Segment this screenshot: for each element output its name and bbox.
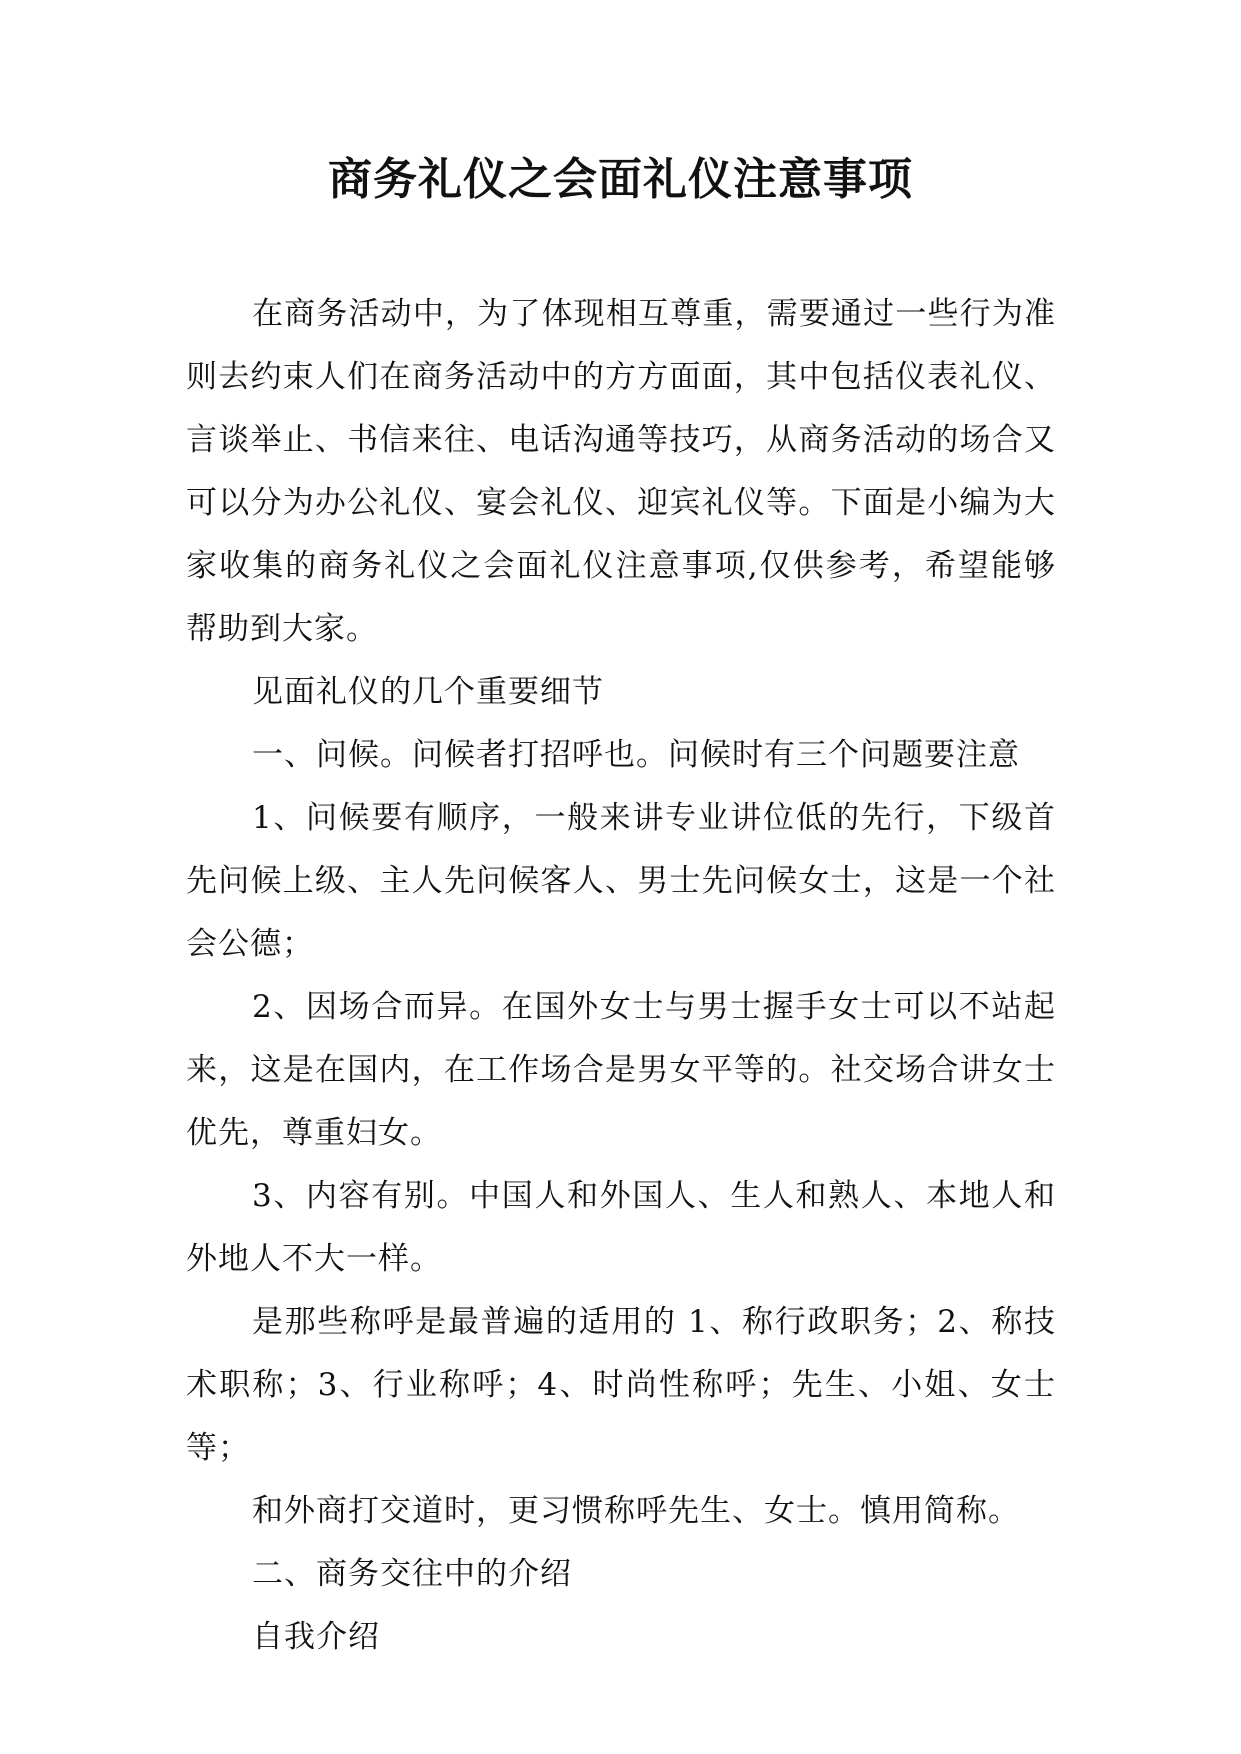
document-title: 商务礼仪之会面礼仪注意事项 — [328, 154, 913, 205]
paragraph-item-1: 1、问候要有顺序，一般来讲专业讲位低的先行，下级首先问候上级、主人先问候客人、男士先问候女士，这是一个社会公德； — [186, 800, 1056, 962]
paragraph-item-2: 2、因场合而异。在国外女士与男士握手女士可以不站起来，这是在国内，在工作场合是男女平等的。社交场合讲女士优先，尊重妇女。 — [186, 989, 1056, 1151]
paragraph-greeting-heading: 一、问候。问候者打招呼也。问候时有三个问题要注意 — [252, 737, 1020, 773]
paragraph-self-introduction: 自我介绍 — [252, 1619, 380, 1655]
paragraph-item-3: 3、内容有别。中国人和外国人、生人和熟人、本地人和外地人不大一样。 — [186, 1178, 1056, 1277]
paragraph-introduction-heading: 二、商务交往中的介绍 — [252, 1556, 572, 1592]
document-body — [186, 283, 1056, 1669]
paragraph-foreign-business: 和外商打交道时，更习惯称呼先生、女士。慎用简称。 — [252, 1493, 1020, 1529]
paragraph-intro: 在商务活动中，为了体现相互尊重，需要通过一些行为准则去约束人们在商务活动中的方方面面，其中包括仪表礼仪、言谈举止、书信来往、电话沟通等技巧，从商务活动的场合又可以分为办公礼仪、宴会礼仪、迎宾礼仪等。下面是小编为大家收集的商务礼仪之会面礼仪注意事项,仅供参考，希望能够帮助到大家。 — [186, 296, 1056, 647]
paragraph-titles: 是那些称呼是最普遍的适用的 1、称行政职务；2、称技术职称；3、行业称呼；4、时尚性称呼；先生、小姐、女士等； — [186, 1304, 1056, 1466]
paragraph-section-heading: 见面礼仪的几个重要细节 — [252, 674, 604, 710]
